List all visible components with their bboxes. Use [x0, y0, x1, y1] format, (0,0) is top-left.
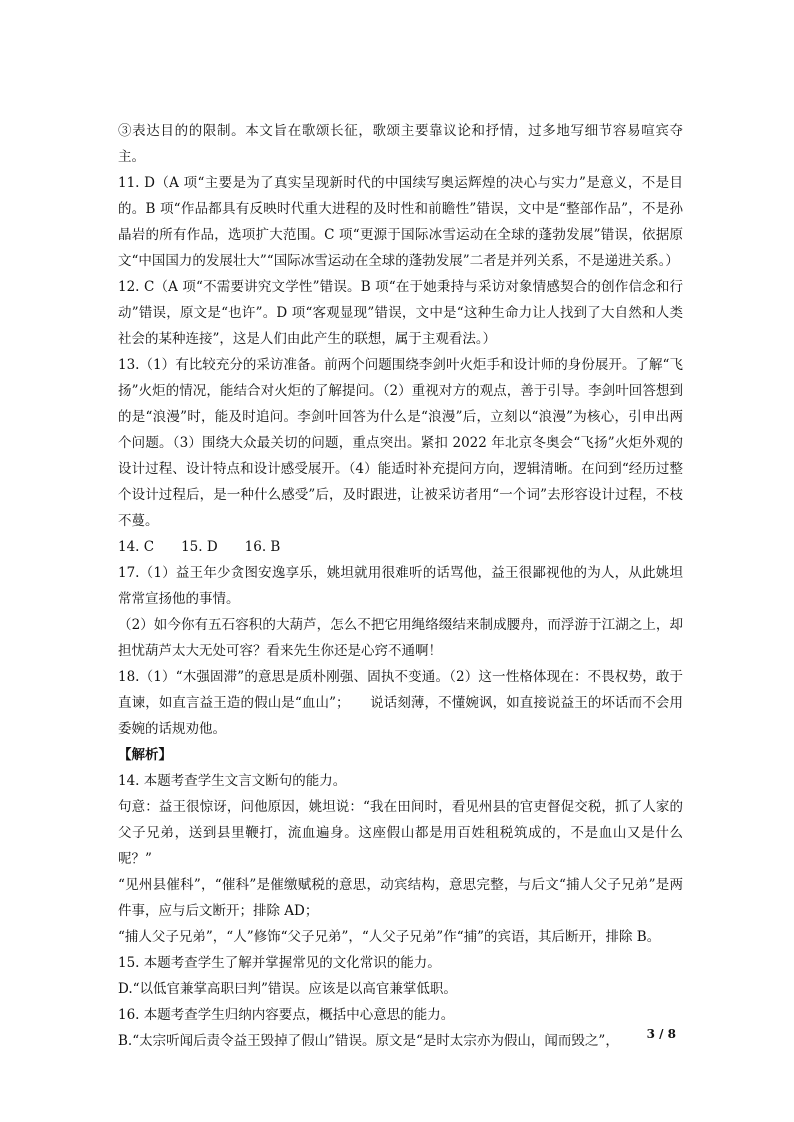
para-answer-13: 13.（1）有比较充分的采访准备。前两个问题围绕李剑叶火炬手和设计师的身份展开。了解“飞扬”火炬的情况，能结合对火炬的了解提问。（2）重视对方的观点，善于引导。李剑叶回答想到的是“浪漫”时，能及时追问。李剑叶回答为什么是“浪漫”后，立刻以“浪漫”为核心，引申出两个问题。（3）围绕大众最关切的问题，重点突出。紧扣 2022 年北京冬奥会“飞扬”火炬外观的设计过程、设计特点和设计感受展开。（4）能适时补充提问方向，逻辑清晰。在问到“经历过整个设计过程后，是一种什么感受”后，及时跟进，让被采访者用“一个词”去形容设计过程，不枝不蔓。 [118, 357, 683, 529]
para-analysis-15-d: D.“以低官兼掌高职曰判”错误。应该是以高官兼掌低职。 [118, 981, 457, 997]
para-analysis-15-intro: 15. 本题考查学生了解并掌握常见的文化常识的能力。 [118, 955, 441, 971]
para-answer-11: 11. D（A 项“主要是为了真实呈现新时代的中国续写奥运辉煌的决心与实力”是意义，不是目的。B 项“作品都具有反映时代重大进程的及时性和前瞻性”错误，文中是“整部作品”，不是孙晶岩的所有作品，选项扩大范围。C 项“更源于国际冰雪运动在全球的蓬勃发展”错误，依据原文“中国国力的发展壮大”“国际冰雪运动在全球的蓬勃发展”二者是并列关系，不是递进关系。） [118, 175, 683, 269]
para-answer-12: 12. C（A 项“不需要讲究文学性”错误。B 项“在于她秉持与采访对象情感契合的创作信念和行动”错误，原文是“也许”。D 项“客观显现”错误，文中是“这种生命力让人找到了大自然和人类社会的某种连接”，这是人们由此产生的联想，属于主观看法。） [118, 279, 683, 347]
para-analysis-14-point2: “捕人父子兄弟”，“人”修饰“父子兄弟”，“人父子兄弟”作“捕”的宾语，其后断开，排除 B。 [118, 929, 661, 945]
para-answer-18: 18.（1）“木强固滞”的意思是质朴刚强、固执不变通。（2）这一性格体现在：不畏权势，敢于直谏，如直言益王造的假山是“血山”； 说话刻薄，不懂婉讽，如直接说益王的坏话而不会用委婉的话规劝他。 [118, 669, 683, 737]
page-number: 3 / 8 [646, 1027, 676, 1041]
para-analysis-16-b: B.“太宗听闻后责令益王毁掉了假山”错误。原文是“是时太宗亦为假山，闻而毁之”， [118, 1033, 619, 1049]
analysis-heading: 【解析】 [118, 747, 172, 763]
para-answer-14-16: 14. C 15. D 16. B [118, 539, 281, 555]
para-analysis-16-intro: 16. 本题考查学生归纳内容要点，概括中心意思的能力。 [118, 1007, 455, 1023]
para-answer-17-2: （2）如今你有五石容积的大葫芦，怎么不把它用绳络缀结来制成腰舟，而浮游于江湖之上，却担忧葫芦太大无处可容？看来先生你还是心窍不通啊！ [118, 617, 683, 659]
para-analysis-14-meaning: 句意：益王很惊讶，问他原因，姚坦说：“我在田间时，看见州县的官吏督促交税，抓了人家的父子兄弟，送到县里鞭打，流血遍身。这座假山都是用百姓租税筑成的，不是血山又是什么呢？” [118, 799, 683, 867]
para-answer-10-3: ③表达目的的限制。本文旨在歌颂长征，歌颂主要靠议论和抒情，过多地写细节容易喧宾夺主。 [118, 123, 683, 165]
para-analysis-14-intro: 14. 本题考查学生文言文断句的能力。 [118, 773, 347, 789]
para-analysis-14-point1: “见州县催科”，“催科”是催缴赋税的意思，动宾结构，意思完整，与后文“捕人父子兄弟”是两件事，应与后文断开；排除 AD； [118, 877, 683, 919]
document-body [118, 118, 683, 1054]
para-answer-17-1: 17.（1）益王年少贪图安逸享乐，姚坦就用很难听的话骂他，益王很鄙视他的为人，从此姚坦常常宣扬他的事情。 [118, 565, 683, 607]
